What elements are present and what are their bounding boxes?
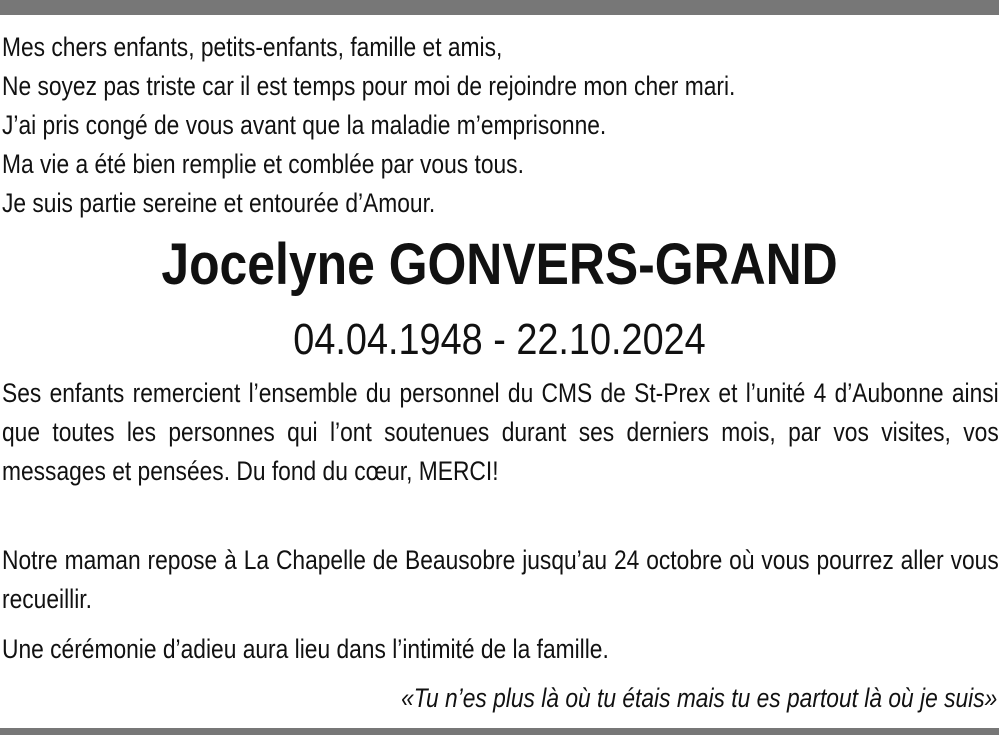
farewell-poem bbox=[2, 28, 853, 223]
thanks-paragraph: Ses enfants remercient l’ensemble du personnel du CMS de St-Prex et l’unité 4 d’Aubonne ainsi que toutes les personnes qui l’ont soutenues durant ses derniers mois, par vos visites, vos messages et pensées. Du fond du cœur, MERCI! bbox=[2, 378, 999, 486]
poem-line: J’ai pris congé de vous avant que la maladie m’emprisonne. bbox=[2, 110, 607, 140]
bottom-border-rule bbox=[0, 728, 999, 735]
ceremony-paragraph: Une cérémonie d’adieu aura lieu dans l’intimité de la famille. bbox=[2, 634, 609, 664]
poem-line: Ma vie a été bien remplie et comblée par vous tous. bbox=[2, 149, 524, 179]
life-dates: 04.04.1948 - 22.10.2024 bbox=[293, 315, 706, 364]
closing-quote: «Tu n’es plus là où tu étais mais tu es partout là où je suis» bbox=[400, 683, 997, 713]
poem-line: Ne soyez pas triste car il est temps pour moi de rejoindre mon cher mari. bbox=[2, 71, 736, 101]
top-border-rule bbox=[0, 0, 999, 15]
deceased-name: Jocelyne GONVERS-GRAND bbox=[161, 232, 838, 297]
poem-line: Mes chers enfants, petits-enfants, famille et amis, bbox=[2, 32, 503, 62]
resting-place-paragraph: Notre maman repose à La Chapelle de Beausobre jusqu’au 24 octobre où vous pourrez aller vous recueillir. bbox=[2, 545, 999, 614]
poem-line: Je suis partie sereine et entourée d’Amour. bbox=[2, 188, 436, 218]
